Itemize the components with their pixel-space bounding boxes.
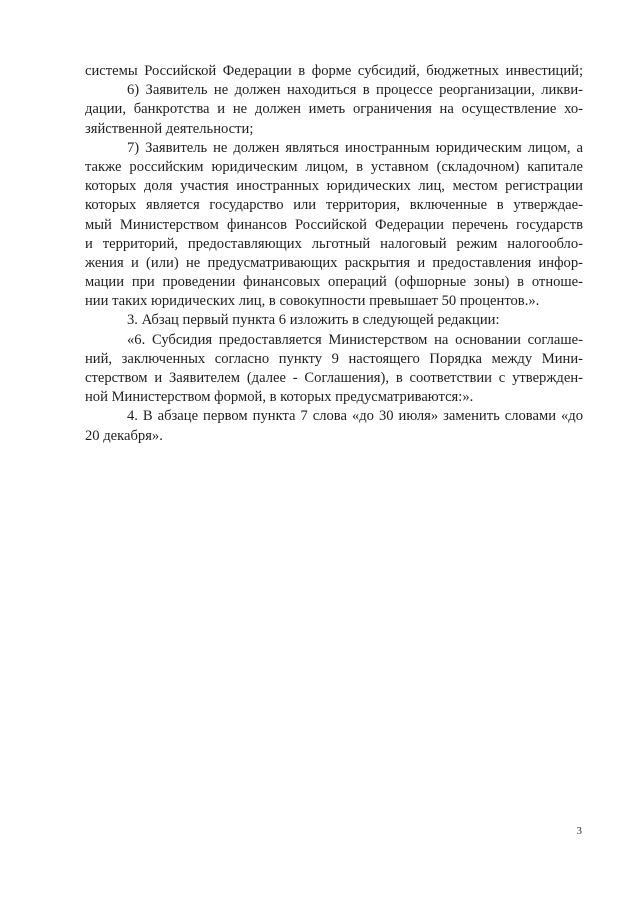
text-line: системы Российской Федерации в форме субсидий, бюджетных инвестиций;: [85, 63, 583, 79]
paragraph-item-7: [85, 139, 583, 312]
text-line: жения и (или) не предусматривающих раскрытия и предоставления инфор-: [85, 254, 583, 271]
text-line: нии таких юридических лиц, в совокупности превышает 50 процентов.».: [85, 293, 540, 310]
paragraph-continuation: [85, 62, 583, 81]
text-line: 6) Заявитель не должен находиться в процессе реорганизации, ликви-: [127, 82, 583, 99]
text-line: зяйственной деятельности;: [85, 120, 254, 137]
text-line: 4. В абзаце первом пункта 7 слова «до 30 июля» заменить словами «до: [127, 408, 583, 425]
paragraph-quote-6: [85, 331, 583, 408]
text-line: мации при проведении финансовых операций (офшорные зоны) в отноше-: [85, 274, 583, 291]
text-line: 3. Абзац первый пункта 6 изложить в следующей редакции:: [127, 312, 500, 329]
document-body: [85, 62, 583, 446]
paragraph-point-4: [85, 407, 583, 445]
text-line: также российским юридическим лицом, в уставном (складочном) капитале: [85, 158, 583, 175]
paragraph-point-3: [85, 311, 583, 330]
text-line: мый Министерством финансов Российской Федерации перечень государств: [85, 216, 583, 233]
text-line: которых является государство или территория, включенные в утверждае-: [85, 197, 583, 214]
text-line: и территорий, предоставляющих льготный налоговый режим налогообло-: [85, 235, 583, 252]
paragraph-item-6: [85, 81, 583, 139]
text-line: ной Министерством формой, в которых предусматриваются:».: [85, 389, 474, 406]
text-line: ний, заключенных согласно пункту 9 настоящего Порядка между Мини-: [85, 350, 583, 367]
text-line: которых доля участия иностранных юридических лиц, местом регистрации: [85, 178, 583, 195]
text-line: стерством и Заявителем (далее - Соглашения), в соответствии с утвержден-: [85, 370, 583, 386]
text-line: 20 декабря».: [85, 427, 163, 444]
page-number: 3: [576, 825, 582, 837]
text-line: 7) Заявитель не должен являться иностранным юридическим лицом, а: [127, 139, 583, 156]
text-line: дации, банкротства и не должен иметь ограничения на осуществление хо-: [85, 101, 583, 118]
text-line: «6. Субсидия предоставляется Министерством на основании соглаше-: [127, 331, 583, 348]
